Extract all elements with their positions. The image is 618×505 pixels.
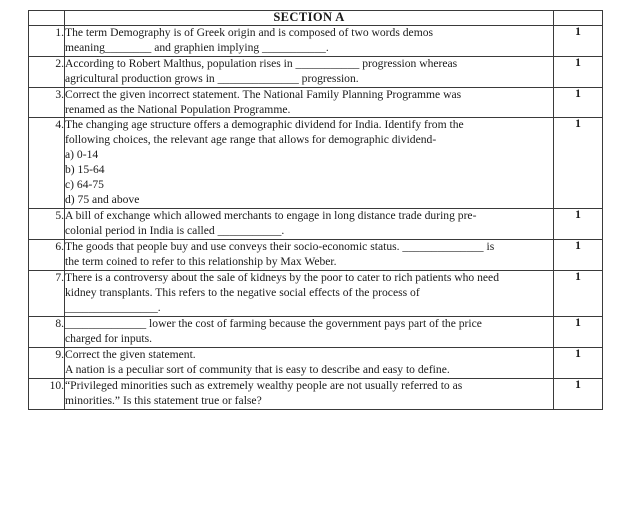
question-text bbox=[65, 240, 554, 271]
question-line: the term coined to refer to this relationship by Max Weber. bbox=[65, 255, 337, 269]
question-text bbox=[65, 316, 554, 347]
question-marks: 1 bbox=[554, 87, 603, 118]
question-text bbox=[65, 118, 554, 209]
question-line: Correct the given incorrect statement. The National Family Planning Programme was bbox=[65, 87, 462, 101]
question-line: According to Robert Malthus, population rises in ___________ progression whereas bbox=[65, 56, 458, 70]
question-line: ______________ lower the cost of farming because the government pays part of the price bbox=[65, 316, 482, 330]
question-marks: 1 bbox=[554, 25, 603, 56]
question-line: The term Demography is of Greek origin and is composed of two words demos bbox=[65, 25, 434, 39]
question-number: 7. bbox=[29, 271, 65, 317]
question-line: c) 64-75 bbox=[65, 178, 104, 192]
question-marks: 1 bbox=[554, 347, 603, 378]
question-line: The goods that people buy and use conveys their socio-economic status. ______________ is bbox=[65, 240, 495, 254]
question-number: 10. bbox=[29, 378, 65, 409]
question-line: meaning________ and graphien implying ___________. bbox=[65, 40, 329, 54]
question-line: d) 75 and above bbox=[65, 193, 140, 207]
question-row bbox=[29, 87, 603, 118]
question-paper-table bbox=[28, 10, 603, 410]
question-text bbox=[65, 378, 554, 409]
question-text bbox=[65, 87, 554, 118]
question-text bbox=[65, 56, 554, 87]
question-text bbox=[65, 347, 554, 378]
question-row bbox=[29, 378, 603, 409]
section-header-title: SECTION A bbox=[65, 11, 554, 26]
question-text bbox=[65, 25, 554, 56]
question-marks: 1 bbox=[554, 316, 603, 347]
header-marks-cell bbox=[554, 11, 603, 26]
question-number: 3. bbox=[29, 87, 65, 118]
question-row bbox=[29, 25, 603, 56]
question-row bbox=[29, 271, 603, 317]
question-line: minorities.” Is this statement true or false? bbox=[65, 393, 262, 407]
question-line: Correct the given statement. bbox=[65, 347, 196, 361]
question-line: ________________. bbox=[65, 300, 161, 314]
question-text bbox=[65, 209, 554, 240]
question-line: colonial period in India is called ___________. bbox=[65, 224, 285, 238]
question-row bbox=[29, 347, 603, 378]
question-number: 9. bbox=[29, 347, 65, 378]
header-number-cell bbox=[29, 11, 65, 26]
question-marks: 1 bbox=[554, 240, 603, 271]
question-marks: 1 bbox=[554, 271, 603, 317]
question-line: following choices, the relevant age range that allows for demographic dividend- bbox=[65, 133, 437, 147]
question-row bbox=[29, 316, 603, 347]
question-line: b) 15-64 bbox=[65, 163, 105, 177]
question-line: A nation is a peculiar sort of community that is easy to describe and easy to define. bbox=[65, 362, 450, 376]
question-line: A bill of exchange which allowed merchants to engage in long distance trade during pre- bbox=[65, 209, 477, 223]
question-line: kidney transplants. This refers to the negative social effects of the process of bbox=[65, 285, 420, 299]
question-line: agricultural production grows in ______________ progression. bbox=[65, 71, 359, 85]
question-row bbox=[29, 118, 603, 209]
question-marks: 1 bbox=[554, 209, 603, 240]
question-row bbox=[29, 209, 603, 240]
section-header-row bbox=[29, 11, 603, 26]
question-line: renamed as the National Population Programme. bbox=[65, 102, 291, 116]
question-text bbox=[65, 271, 554, 317]
question-number: 4. bbox=[29, 118, 65, 209]
question-marks: 1 bbox=[554, 56, 603, 87]
question-number: 2. bbox=[29, 56, 65, 87]
question-marks: 1 bbox=[554, 378, 603, 409]
question-line: charged for inputs. bbox=[65, 331, 153, 345]
question-row bbox=[29, 240, 603, 271]
question-number: 5. bbox=[29, 209, 65, 240]
question-number: 1. bbox=[29, 25, 65, 56]
table-body bbox=[29, 11, 603, 410]
question-row bbox=[29, 56, 603, 87]
question-marks: 1 bbox=[554, 118, 603, 209]
question-line: There is a controversy about the sale of kidneys by the poor to cater to rich patients who need bbox=[65, 271, 499, 284]
question-number: 6. bbox=[29, 240, 65, 271]
question-line: “Privileged minorities such as extremely wealthy people are not usually referred to as bbox=[65, 378, 463, 392]
question-line: The changing age structure offers a demographic dividend for India. Identify from the bbox=[65, 118, 464, 132]
question-line: a) 0-14 bbox=[65, 148, 99, 162]
question-number: 8. bbox=[29, 316, 65, 347]
